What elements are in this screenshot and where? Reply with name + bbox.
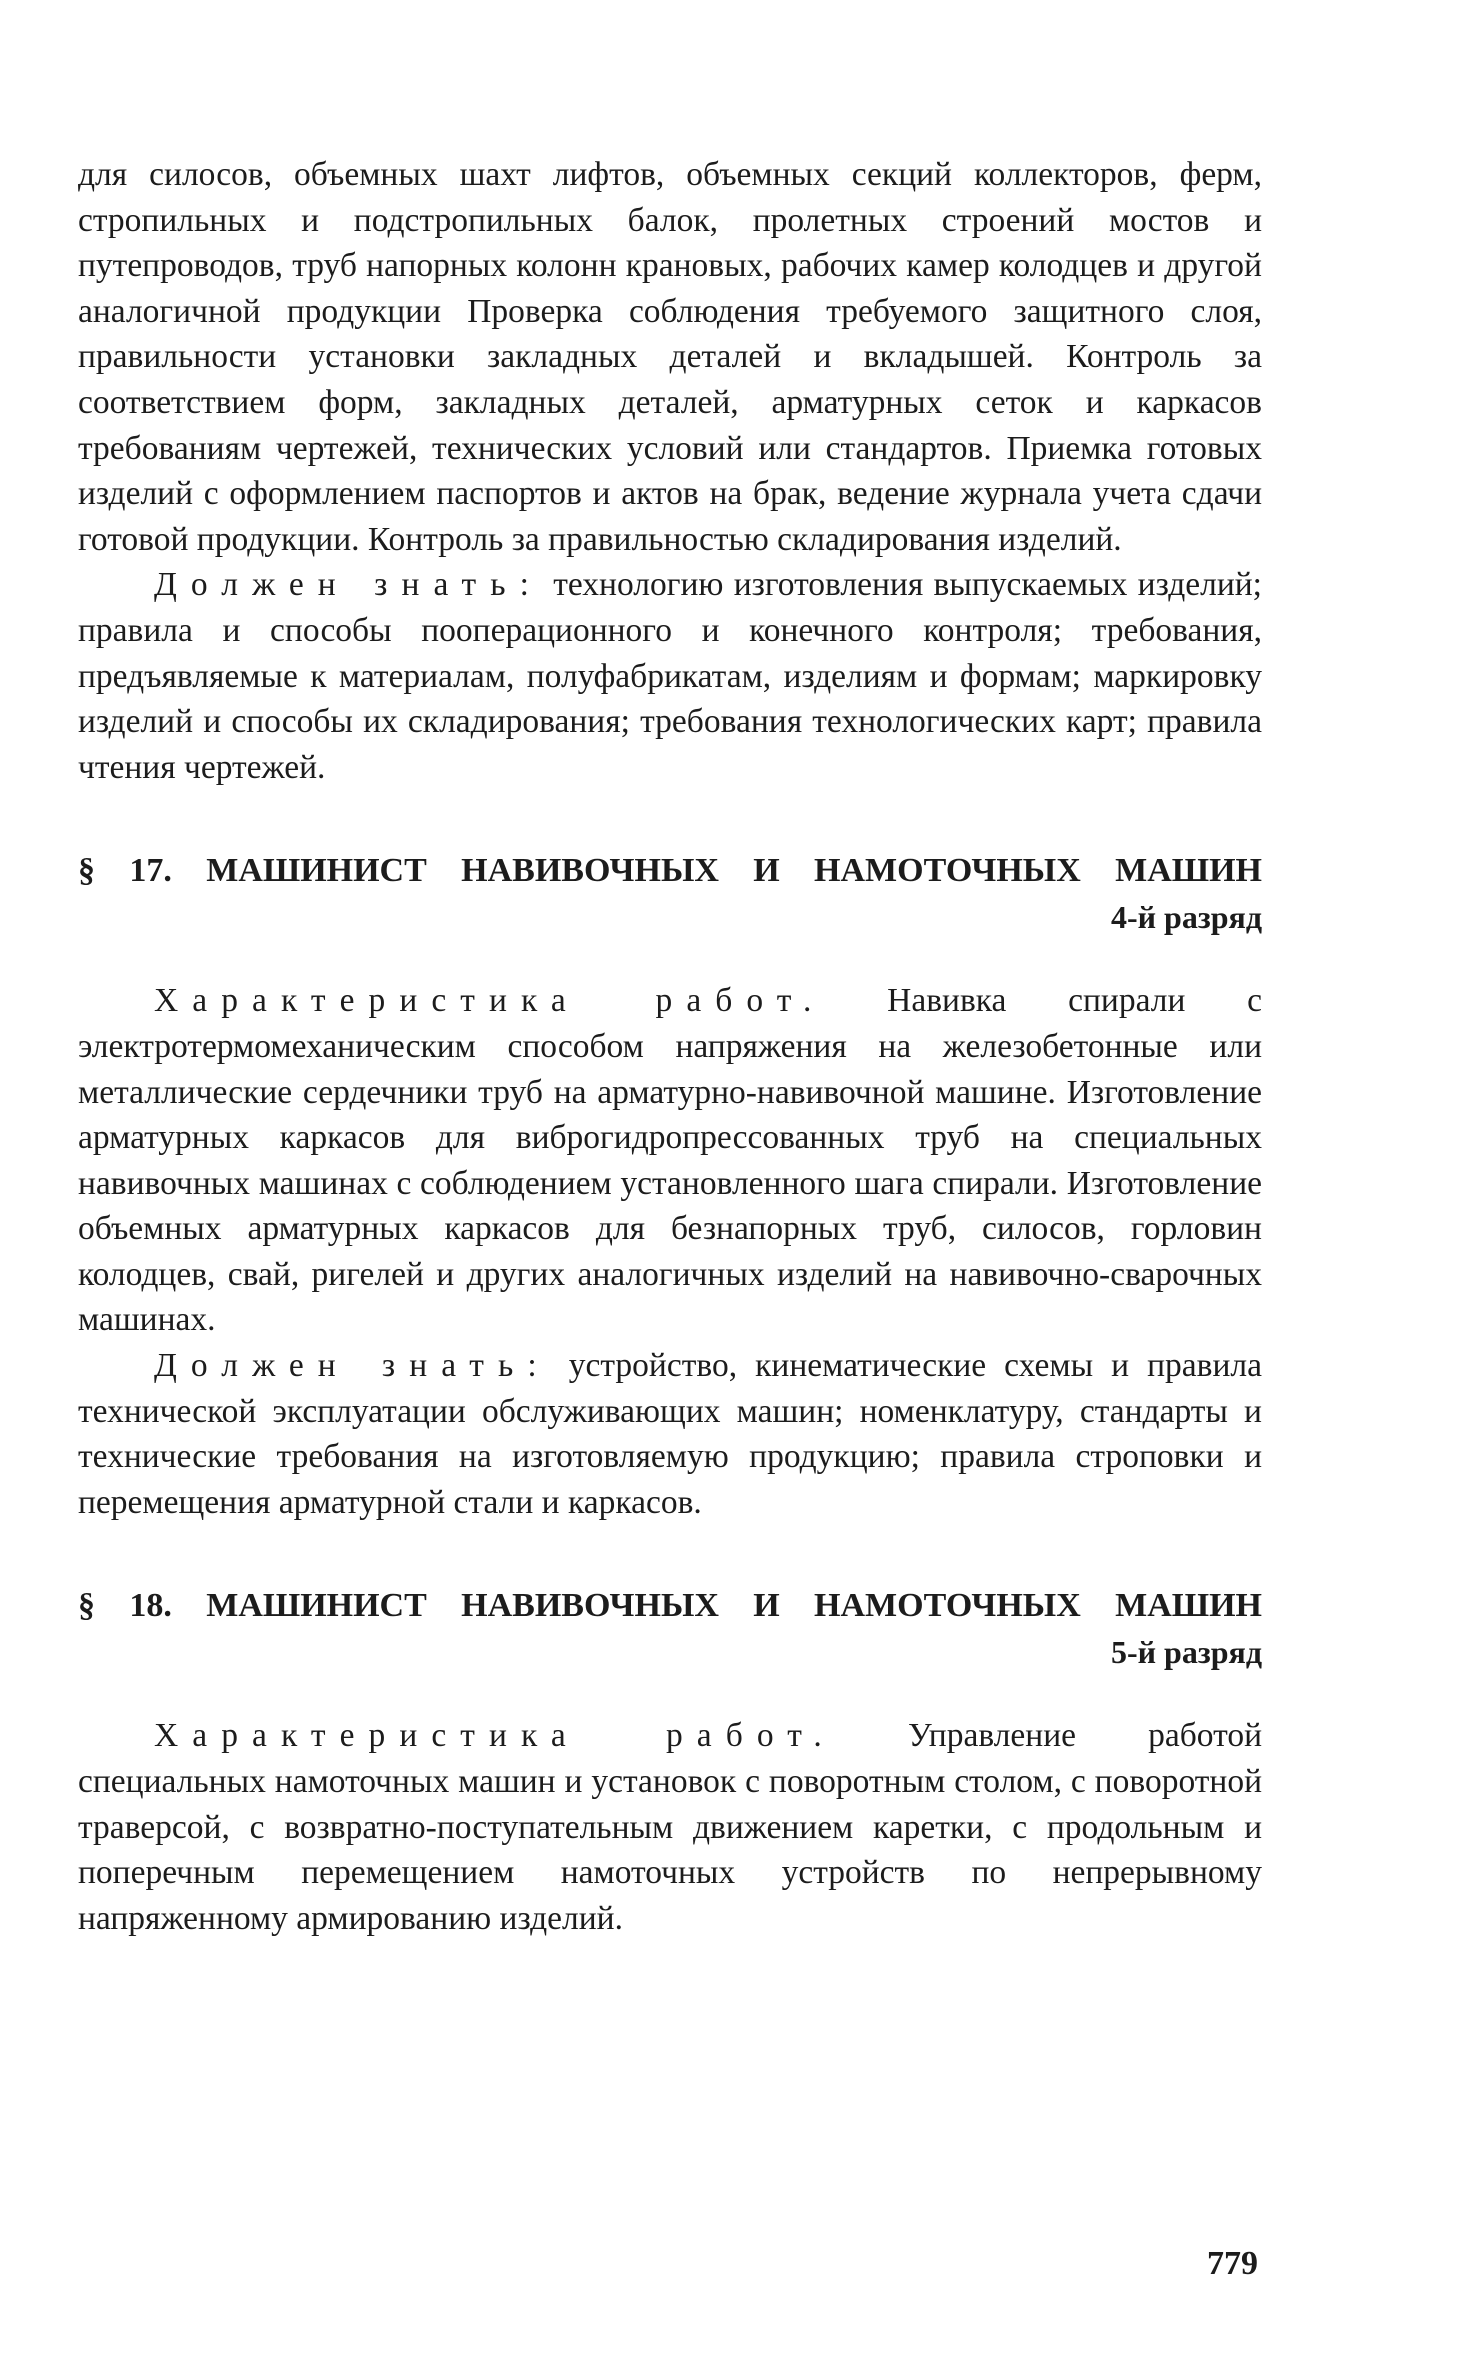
- knowledge-text: устройство, кинематические схемы и правила технической эксплуатации обслуживающих машин; номенклатуру, стандарты и технические требования на изготовляемую продукцию; правила строповки и перемещения арматурной стали и каркасов.: [78, 1347, 1262, 1521]
- knowledge-label: Должен знать:: [154, 1347, 551, 1385]
- knowledge-paragraph: [78, 1343, 1262, 1525]
- work-characteristic-paragraph: [78, 978, 1262, 1343]
- knowledge-text: технологию изготовления выпускаемых изделий; правила и способы пооперационного и конечного контроля; требования, предъявляемые к материалам, полуфабрикатам, изделиям и формам; маркировку изделий и способы их складирования; требования технологических карт; правила чтения чертежей.: [78, 566, 1262, 786]
- work-text: Навивка спирали с электротермомеханическим способом напряжения на железобетонные или металлические сердечники труб на арматурно-навивочной машине. Изготовление арматурных каркасов для виброгидропрессованных труб на специальных навивочных машинах с соблюдением установленного шага спирали. Изготовление объемных арматурных каркасов для безнапорных труб, силосов, горловин колодцев, свай, ригелей и других аналогичных изделий на навивочно-сварочных машинах.: [78, 982, 1262, 1339]
- work-label: Характеристика работ.: [154, 1717, 836, 1755]
- work-text: Управление работой специальных намоточных машин и установок с поворотным столом, с поворотной траверсой, с возвратно-поступательным движением каретки, с продольным и поперечным перемещением намоточных устройств по непрерывному напряженному армированию изделий.: [78, 1717, 1262, 1937]
- section-18: [78, 1583, 1262, 1941]
- intro-knowledge-paragraph: [78, 562, 1262, 790]
- intro-paragraph: для силосов, объемных шахт лифтов, объемных секций коллекторов, ферм, стропильных и подстропильных балок, пролетных строений мостов и путепроводов, труб напорных колонн крановых, рабочих камер колодцев и другой аналогичной продукции Проверка соблюдения требуемого защитного слоя, правильности установки закладных деталей и вкладышей. Контроль за соответствием форм, закладных деталей, арматурных сеток и каркасов требованиям чертежей, технических условий или стандартов. Приемка готовых изделий с оформлением паспортов и актов на брак, ведение журнала учета сдачи готовой продукции. Контроль за правильностью складирования изделий.: [78, 156, 1262, 558]
- section-17: [78, 848, 1262, 1525]
- section-title: § 18. МАШИНИСТ НАВИВОЧНЫХ И НАМОТОЧНЫХ МАШИН: [78, 1587, 1262, 1625]
- page-number: 779: [1207, 2245, 1258, 2282]
- work-label: Характеристика работ.: [154, 982, 826, 1020]
- work-characteristic-paragraph: [78, 1713, 1262, 1941]
- section-title: § 17. МАШИНИСТ НАВИВОЧНЫХ И НАМОТОЧНЫХ МАШИН: [78, 852, 1262, 890]
- knowledge-label: Должен знать:: [154, 566, 543, 604]
- document-page: [78, 152, 1262, 1941]
- section-grade: 4-й разряд: [1110, 899, 1262, 936]
- section-grade: 5-й разряд: [1110, 1634, 1262, 1671]
